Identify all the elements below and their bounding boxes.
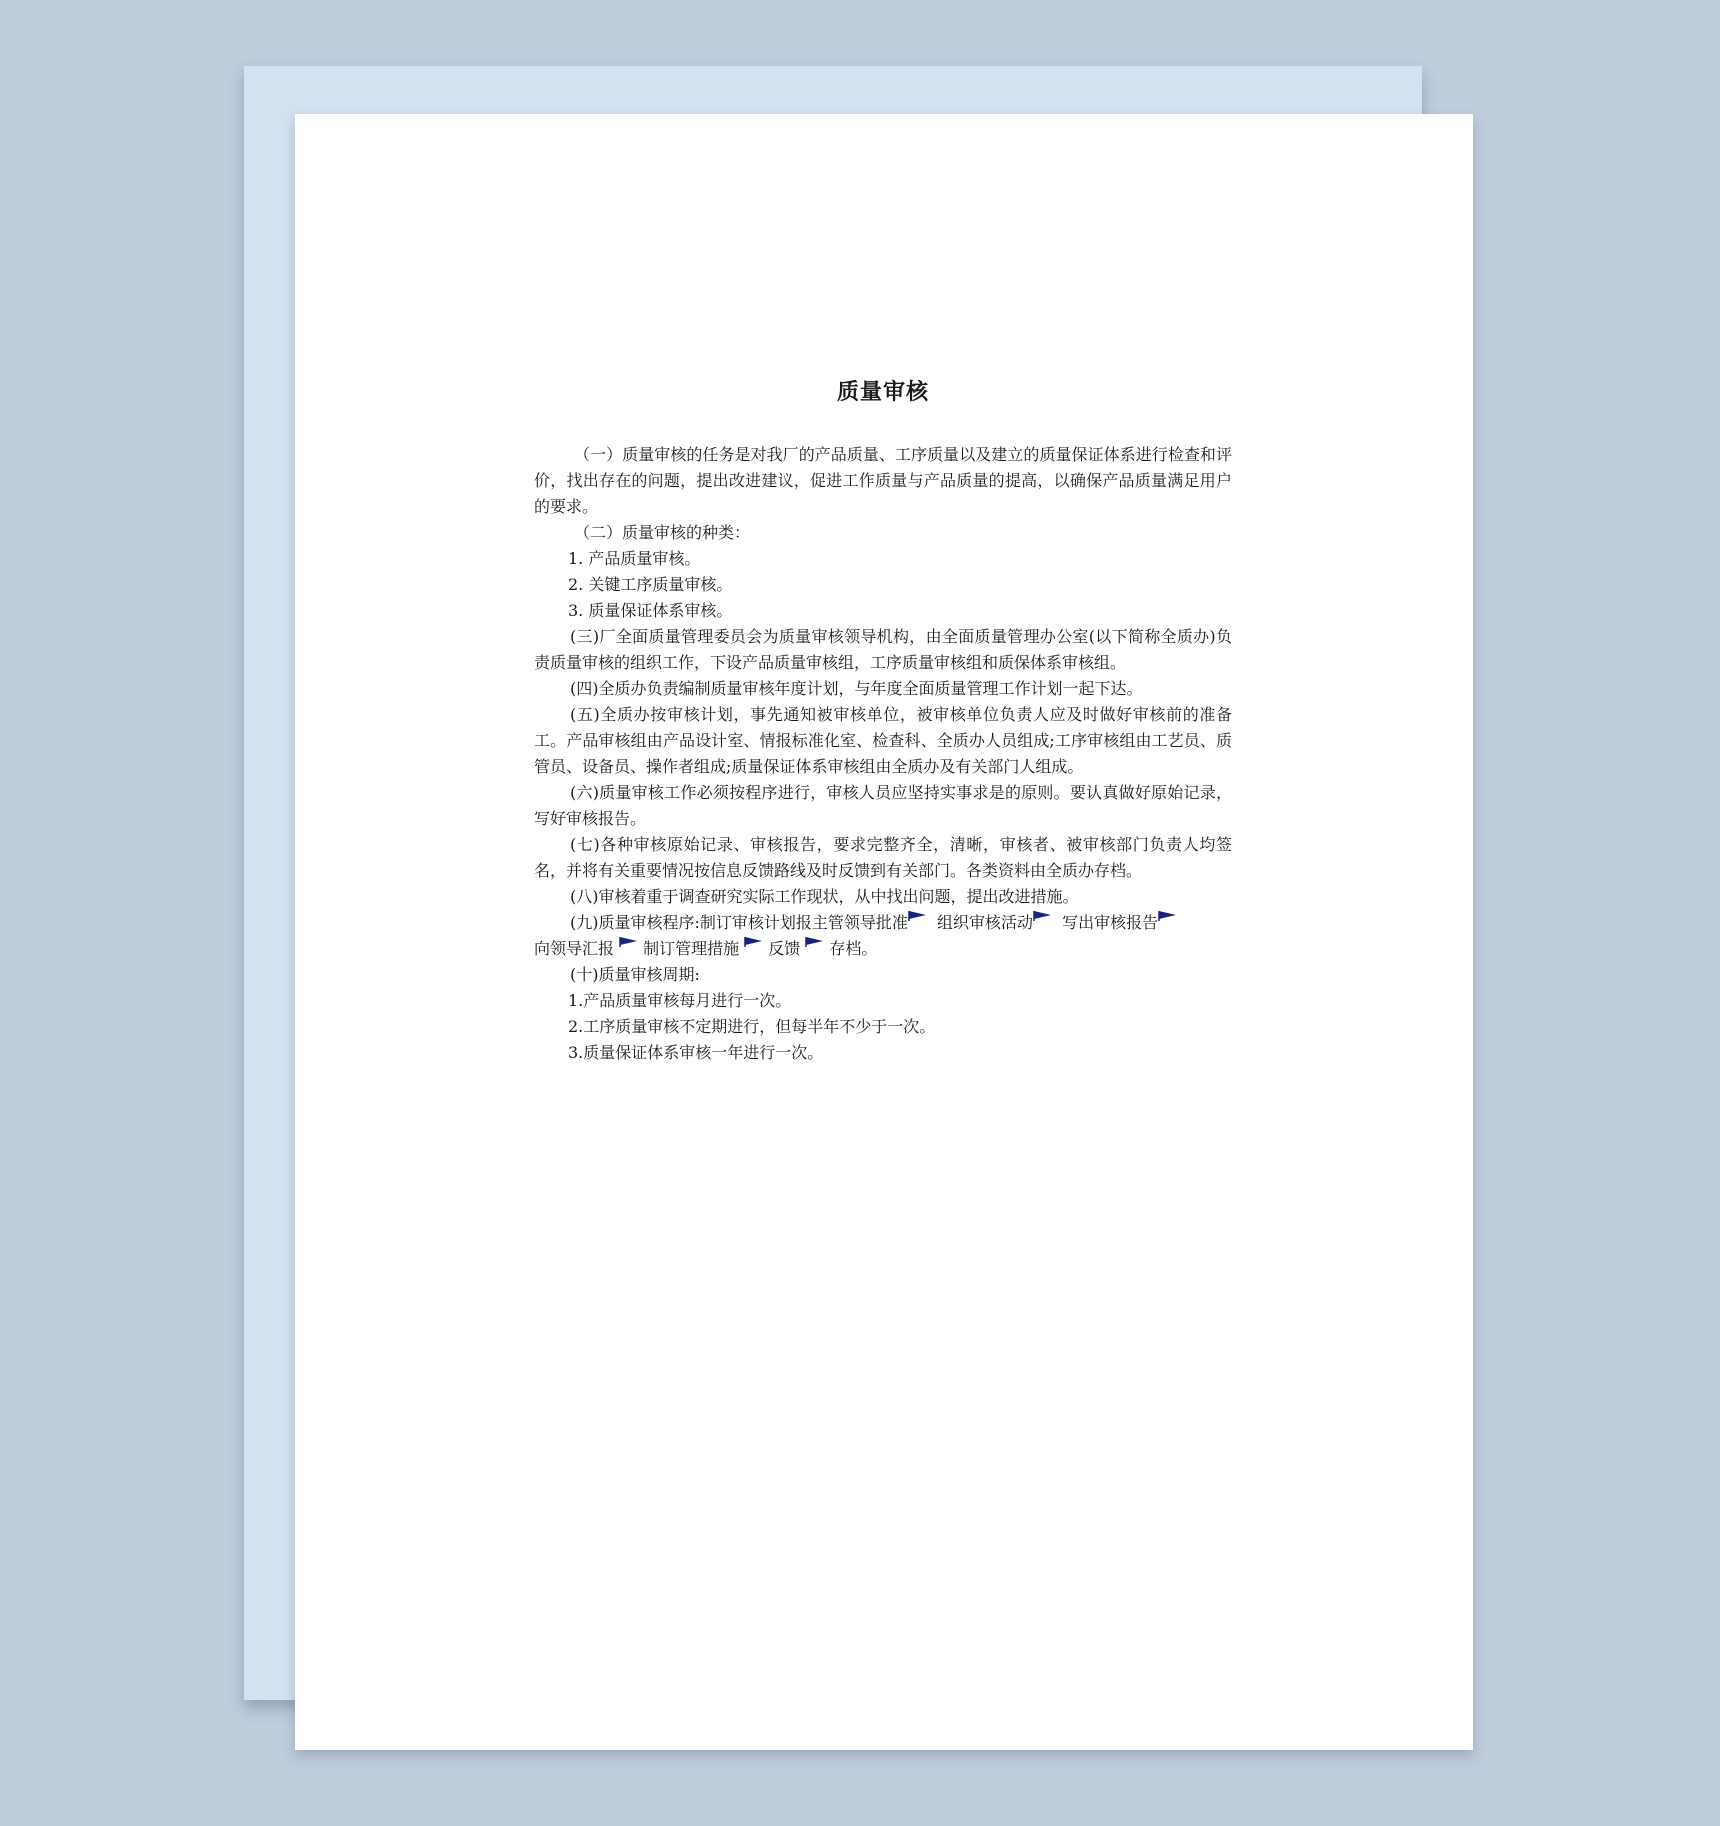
procedure-step-feedback: 反馈 [768,939,801,958]
flag-arrow-icon [619,936,639,948]
cycle-heading: (十)质量审核周期: [570,965,700,984]
flag-arrow-icon [744,936,764,948]
flag-arrow-icon [1033,910,1053,922]
cycle-item-1: 1.产品质量审核每月进行一次。 [568,991,792,1010]
flag-arrow-icon [805,936,825,948]
cycle-item-3: 3.质量保证体系审核一年进行一次。 [568,1043,824,1062]
paragraph-6: (六)质量审核工作必须按程序进行，审核人员应坚持实事求是的原则。要认真做好原始记录，写好审核报告。 [534,783,1232,828]
paragraph-1: （一）质量审核的任务是对我厂的产品质量、工序质量以及建立的质量保证体系进行检查和评价，找出存在的问题，提出改进建议，促进工作质量与产品质量的提高，以确保产品质量满足用户的要求。 [534,445,1232,516]
procedure-line-1 [534,910,1232,936]
paragraph-7: (七)各种审核原始记录、审核报告，要求完整齐全，清晰，审核者、被审核部门负责人均签名，并将有关重要情况按信息反馈路线及时反馈到有关部门。各类资料由全质办存档。 [534,835,1232,880]
paragraph-4: (四)全质办负责编制质量审核年度计划，与年度全面质量管理工作计划一起下达。 [570,679,1143,698]
type-item-2: 2. 关键工序质量审核。 [568,575,733,594]
procedure-step-organize: 组织审核活动 [936,913,1033,932]
document-title: 质量审核 [836,380,929,405]
cycle-item-2: 2.工序质量审核不定期进行，但每半年不少于一次。 [568,1017,936,1036]
type-item-1: 1. 产品质量审核。 [568,549,701,568]
flag-arrow-icon [1158,910,1178,922]
flag-arrow-icon [908,910,928,922]
paragraph-2: （二）质量审核的种类： [574,523,751,542]
type-item-3: 3. 质量保证体系审核。 [568,601,733,620]
procedure-prefix: (九)质量审核程序:制订审核计划报主管领导批准 [570,913,908,932]
procedure-line-2 [534,936,1232,962]
paragraph-8: (八)审核着重于调查研究实际工作现状，从中找出问题，提出改进措施。 [570,887,1079,906]
procedure-step-inform: 向领导汇报 [534,939,615,958]
document-body [534,372,1232,1066]
procedure-step-report: 写出审核报告 [1062,913,1159,932]
procedure-step-measures: 制订管理措施 [643,939,740,958]
paragraph-5: (五)全质办按审核计划，事先通知被审核单位，被审核单位负责人应及时做好审核前的准备工。产品审核组由产品设计室、情报标准化室、检查科、全质办人员组成;工序审核组由工艺员、质管员、设备员、操作者组成;质量保证体系审核组由全质办及有关部门人组成。 [534,705,1232,776]
paragraph-3: (三)厂全面质量管理委员会为质量审核领导机构，由全面质量管理办公室(以下简称全质办)负责质量审核的组织工作，下设产品质量审核组，工序质量审核组和质保体系审核组。 [534,627,1232,672]
procedure-step-archive: 存档。 [829,939,878,958]
